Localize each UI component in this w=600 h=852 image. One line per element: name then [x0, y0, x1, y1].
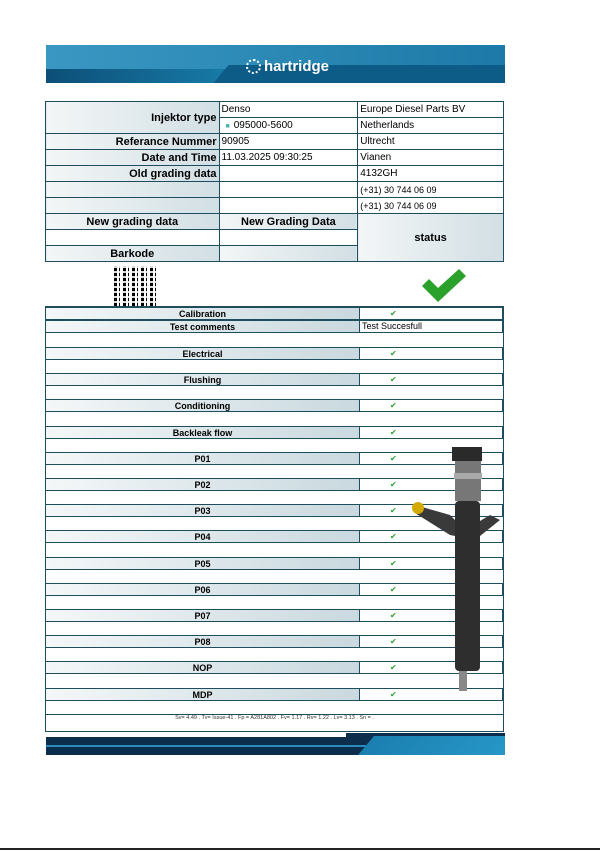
new-grading-label: New grading data — [46, 214, 220, 230]
check-icon: ✔ — [390, 689, 397, 699]
test-row-conditioning — [46, 399, 503, 412]
test-name: Calibration — [46, 307, 359, 320]
test-row-flushing — [46, 373, 503, 386]
test-name: P01 — [46, 452, 359, 465]
injector-image — [405, 445, 510, 695]
test-name: P02 — [46, 478, 359, 491]
logo-wheel-icon — [246, 59, 261, 74]
company-town: Vianen — [358, 150, 504, 166]
company-country: Netherlands — [358, 118, 504, 134]
status-check-icon — [420, 268, 468, 304]
footer-banner — [46, 733, 505, 755]
part-number: 095000-5600 — [233, 120, 293, 131]
check-icon: ✔ — [390, 309, 397, 318]
company-fax: (+31) 30 744 06 09 — [358, 198, 504, 214]
hartridge-logo — [246, 58, 329, 75]
test-name: NOP — [46, 661, 359, 674]
row-divider — [46, 714, 503, 715]
test-row-calibration — [46, 307, 503, 320]
test-name: Flushing — [46, 373, 359, 386]
info-table — [45, 101, 504, 262]
datetime: 11.03.2025 09:30:25 — [219, 150, 358, 166]
company-postcode: 4132GH — [358, 166, 504, 182]
qr-code — [114, 266, 156, 306]
company-name: Europe Diesel Parts BV — [358, 102, 504, 118]
check-icon: ✔ — [390, 584, 397, 594]
check-icon: ✔ — [390, 480, 397, 489]
injektor-type-label: Injektor type — [46, 102, 220, 134]
test-name: P04 — [46, 530, 359, 543]
logo-text: hartridge — [264, 58, 330, 75]
test-name: P07 — [46, 609, 359, 622]
test-status — [359, 373, 503, 386]
test-row-comments — [46, 320, 503, 333]
part-number-cell — [219, 118, 358, 134]
test-name: Backleak flow — [46, 426, 359, 439]
test-name: P08 — [46, 635, 359, 648]
check-icon: ✔ — [390, 349, 397, 358]
test-status — [359, 399, 503, 412]
test-comments: Test Succesfull — [359, 320, 503, 333]
bullet-icon: ■ — [225, 123, 230, 130]
status-label: status — [358, 214, 504, 262]
datetime-label: Date and Time — [46, 150, 220, 166]
manufacturer: Denso — [219, 102, 358, 118]
test-name: Test comments — [46, 320, 359, 333]
reference-label: Referance Nummer — [46, 134, 220, 150]
summary-values: Sv= 4.49 . Tv= Issue-41 . Fp = A281A802 . Fv= 1.17 . Rv= 1.22 . Lv= 3.13 . Sn = . — [175, 715, 374, 721]
test-row-electrical — [46, 347, 503, 360]
test-name: P05 — [46, 557, 359, 570]
check-icon: ✔ — [390, 558, 397, 568]
check-icon: ✔ — [390, 663, 397, 673]
company-city: Ultrecht — [358, 134, 504, 150]
reference: 90905 — [219, 134, 358, 150]
test-status — [359, 426, 503, 439]
check-icon: ✔ — [390, 401, 397, 411]
test-name: Electrical — [46, 347, 359, 360]
test-name: MDP — [46, 688, 359, 701]
check-icon: ✔ — [390, 637, 397, 647]
check-icon: ✔ — [390, 453, 397, 463]
test-status — [359, 347, 503, 360]
barcode-label: Barkode — [46, 246, 220, 262]
old-grading-label: Old grading data — [46, 166, 220, 182]
page-divider — [0, 848, 600, 850]
check-icon: ✔ — [390, 427, 397, 437]
test-row-backleak-flow — [46, 426, 503, 439]
check-icon: ✔ — [390, 506, 397, 516]
company-phone: (+31) 30 744 06 09 — [358, 182, 504, 198]
check-icon: ✔ — [390, 532, 397, 542]
check-icon: ✔ — [390, 611, 397, 620]
test-name: P03 — [46, 504, 359, 517]
check-icon: ✔ — [390, 375, 397, 385]
new-grading-header: New Grading Data — [219, 214, 358, 230]
test-name: P06 — [46, 583, 359, 596]
test-status — [359, 307, 503, 320]
test-name: Conditioning — [46, 399, 359, 412]
